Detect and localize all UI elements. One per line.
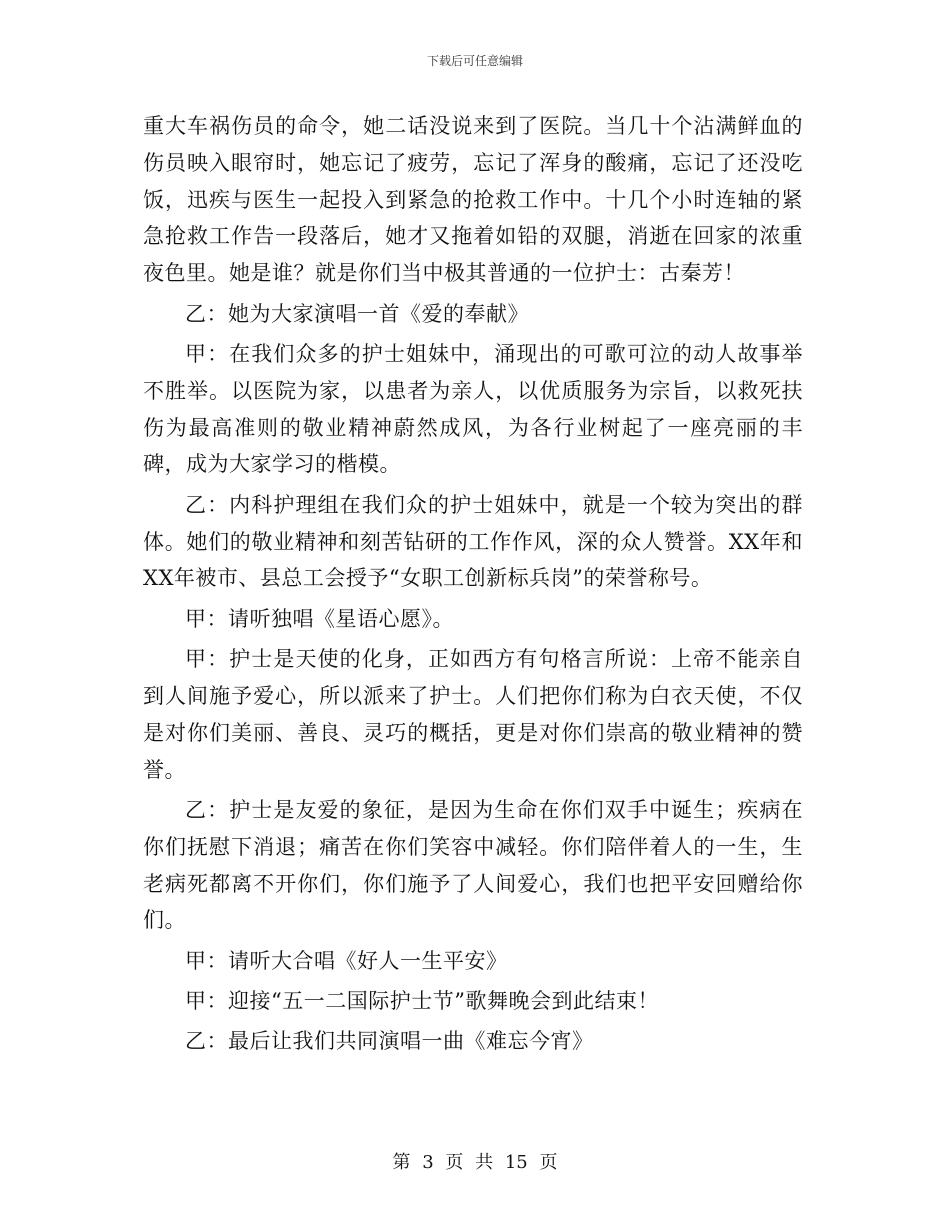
paragraph: 乙：内科护理组在我们众的护士姐妹中，就是一个较为突出的群体。她们的敬业精神和刻苦钻研的工作作风，深的众人赞誉。XX年和XX年被市、县总工会授予“女职工创新标兵岗”的荣誉称号。 — [143, 492, 803, 591]
paragraph: 甲：护士是天使的化身，正如西方有句格言所说：上帝不能亲自到人间施予爱心，所以派来了护士。人们把你们称为白衣天使，不仅是对你们美丽、善良、灵巧的概括，更是对你们崇高的敬业精神的赞誉。 — [143, 647, 803, 782]
paragraph: 甲：迎接“五一二国际护士节”歌舞晚会到此结束！ — [185, 989, 659, 1014]
page-header-note: 下载后可任意编辑 — [426, 54, 523, 68]
paragraph: 甲：请听大合唱《好人一生平安》 — [185, 948, 508, 973]
paragraph: 甲：请听独唱《星语心愿》。 — [185, 606, 454, 631]
page-number-footer: 第 3 页 共 15 页 — [392, 1152, 558, 1173]
paragraph: 乙：护士是友爱的象征，是因为生命在你们双手中诞生；疾病在你们抚慰下消退；痛苦在你们笑容中减轻。你们陪伴着人的一生，生老病死都离不开你们，你们施予了人间爱心，我们也把平安回赠给你们。 — [143, 797, 803, 933]
paragraph-continuation: 重大车祸伤员的命令，她二话没说来到了医院。当几十个沾满鲜血的伤员映入眼帘时，她忘记了疲劳，忘记了浑身的酸痛，忘记了还没吃饭，迅疾与医生一起投入到紧急的抢救工作中。十几个小时连轴的紧急抢救工作告一段落后，她才又拖着如铅的双腿，消逝在回家的浓重夜色里。她是谁？就是你们当中极其普通的一位护士：古秦芳！ — [143, 114, 803, 286]
paragraph: 乙：最后让我们共同演唱一曲《难忘今宵》 — [185, 1029, 594, 1054]
paragraph: 甲：在我们众多的护士姐妹中，涌现出的可歌可泣的动人故事举不胜举。以医院为家，以患者为亲人，以优质服务为宗旨，以救死扶伤为最高准则的敬业精神蔚然成风，为各行业树起了一座亮丽的丰碑，成为大家学习的楷模。 — [143, 341, 803, 477]
paragraph: 乙：她为大家演唱一首《爱的奉献》 — [185, 301, 529, 326]
document-body — [143, 108, 803, 1064]
